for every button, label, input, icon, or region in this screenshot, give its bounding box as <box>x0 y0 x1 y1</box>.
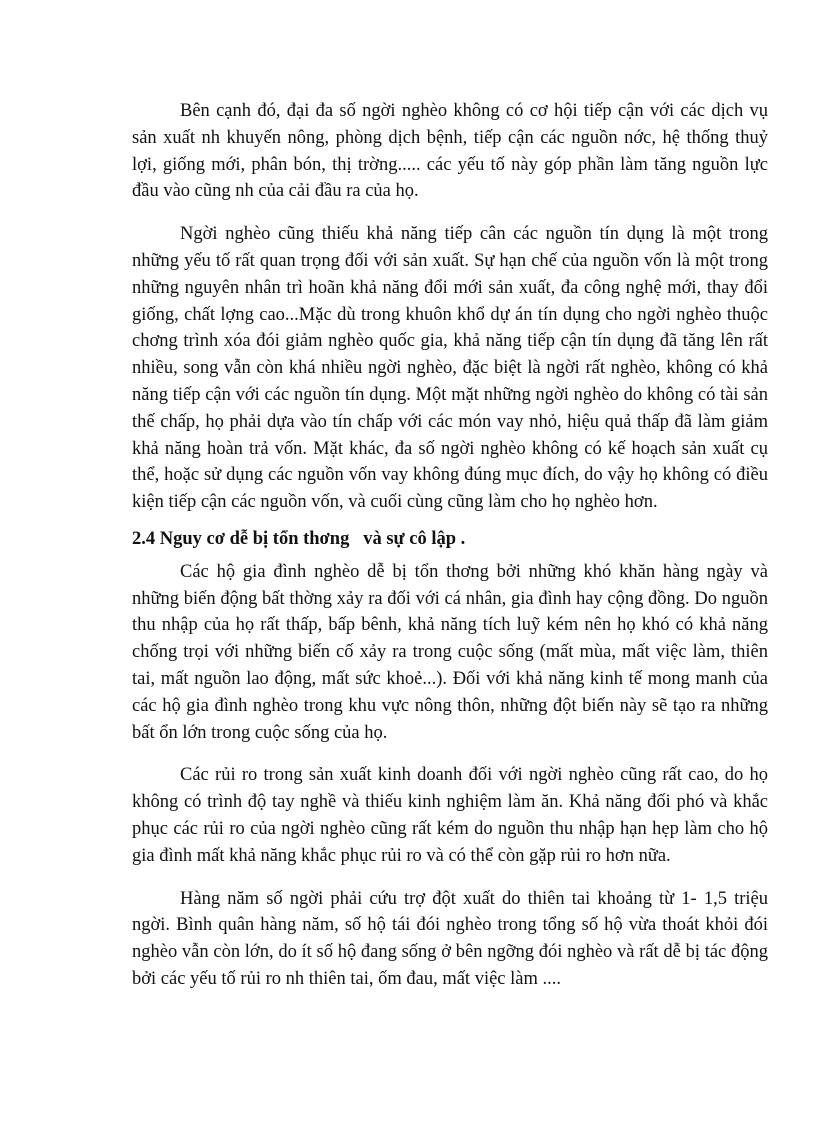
paragraph-credit-access: Ngời nghèo cũng thiếu khả năng tiếp cân các nguồn tín dụng là một trong những yếu tố rất quan trọng đối với sản xuất. Sự hạn chế của nguồn vốn là một trong những nguyên nhân trì hoãn khả năng đổi mới sản xuất, đa công nghệ mới, thay đổi giống, chất lợng cao...Mặc dù trong khuôn khổ dự án tín dụng cho ngời nghèo thuộc chơng trình xóa đói giảm nghèo quốc gia, khả năng tiếp cận tín dụng đã tăng lên rất nhiều, song vẫn còn khá nhiều ngời nghèo, đặc biệt là ngời rất nghèo, không có khả năng tiếp cận với các nguồn tín dụng. Một mặt những ngời nghèo do không có tài sản thế chấp, họ phải dựa vào tín chấp với các món vay nhỏ, hiệu quả thấp đã làm giảm khả năng hoàn trả vốn. Mặt khác, đa số ngời nghèo không có kế hoạch sản xuất cụ thể, hoặc sử dụng các nguồn vốn vay không đúng mục đích, do vậy họ không có điều kiện tiếp cận các nguồn vốn, và cuối cùng cũng làm cho họ nghèo hơn. <box>132 224 768 513</box>
paragraph-business-risk: Các rủi ro trong sản xuất kinh doanh đối với ngời nghèo cũng rất cao, do họ không có trình độ tay nghề và thiếu kinh nghiệm làm ăn. Khả năng đối phó và khắc phục các rủi ro của ngời nghèo cũng rất kém do nguồn thu nhập hạn hẹp làm cho hộ gia đình mất khả năng khắc phục rủi ro và có thể còn gặp rủi ro hơn nữa. <box>132 765 768 866</box>
paragraph-disaster-relief: Hàng năm số ngời phải cứu trợ đột xuất do thiên tai khoảng từ 1- 1,5 triệu ngời. Bình quân hàng năm, số hộ tái đói nghèo trong tổng số hộ vừa thoát khỏi đói nghèo vẫn còn lớn, do ít số hộ đang sống ở bên ngỡng đói nghèo và rất dễ bị tác động bởi các yếu tố rủi ro nh thiên tai, ốm đau, mất việc làm .... <box>132 888 768 989</box>
section-heading: 2.4 Nguy cơ dễ bị tổn thơng và sự cô lập . <box>132 528 466 549</box>
document-page <box>132 98 768 993</box>
paragraph-vulnerability: Các hộ gia đình nghèo dễ bị tổn thơng bởi những khó khăn hàng ngày và những biến động bất thờng xảy ra đối với cá nhân, gia đình hay cộng đồng. Do nguồn thu nhập của họ rất thấp, bấp bênh, khả năng tích luỹ kém nên họ khó có khả năng chống trọi với những biến cố xảy ra trong cuộc sống (mất mùa, mất việc làm, thiên tai, mất nguồn lao động, mất sức khoẻ...). Đối với khả năng kinh tế mong manh của các hộ gia đình nghèo trong khu vực nông thôn, những đột biến này sẽ tạo ra những bất ổn lớn trong cuộc sống của họ. <box>132 561 768 743</box>
paragraph-service-access: Bên cạnh đó, đại đa số ngời nghèo không có cơ hội tiếp cận với các dịch vụ sản xuất nh khuyến nông, phòng dịch bệnh, tiếp cận các nguồn nớc, hệ thống thuỷ lợi, giống mới, phân bón, thị trờng..... các yếu tố này góp phần làm tăng nguồn lực đầu vào cũng nh của cải đầu ra của họ. <box>132 101 768 202</box>
